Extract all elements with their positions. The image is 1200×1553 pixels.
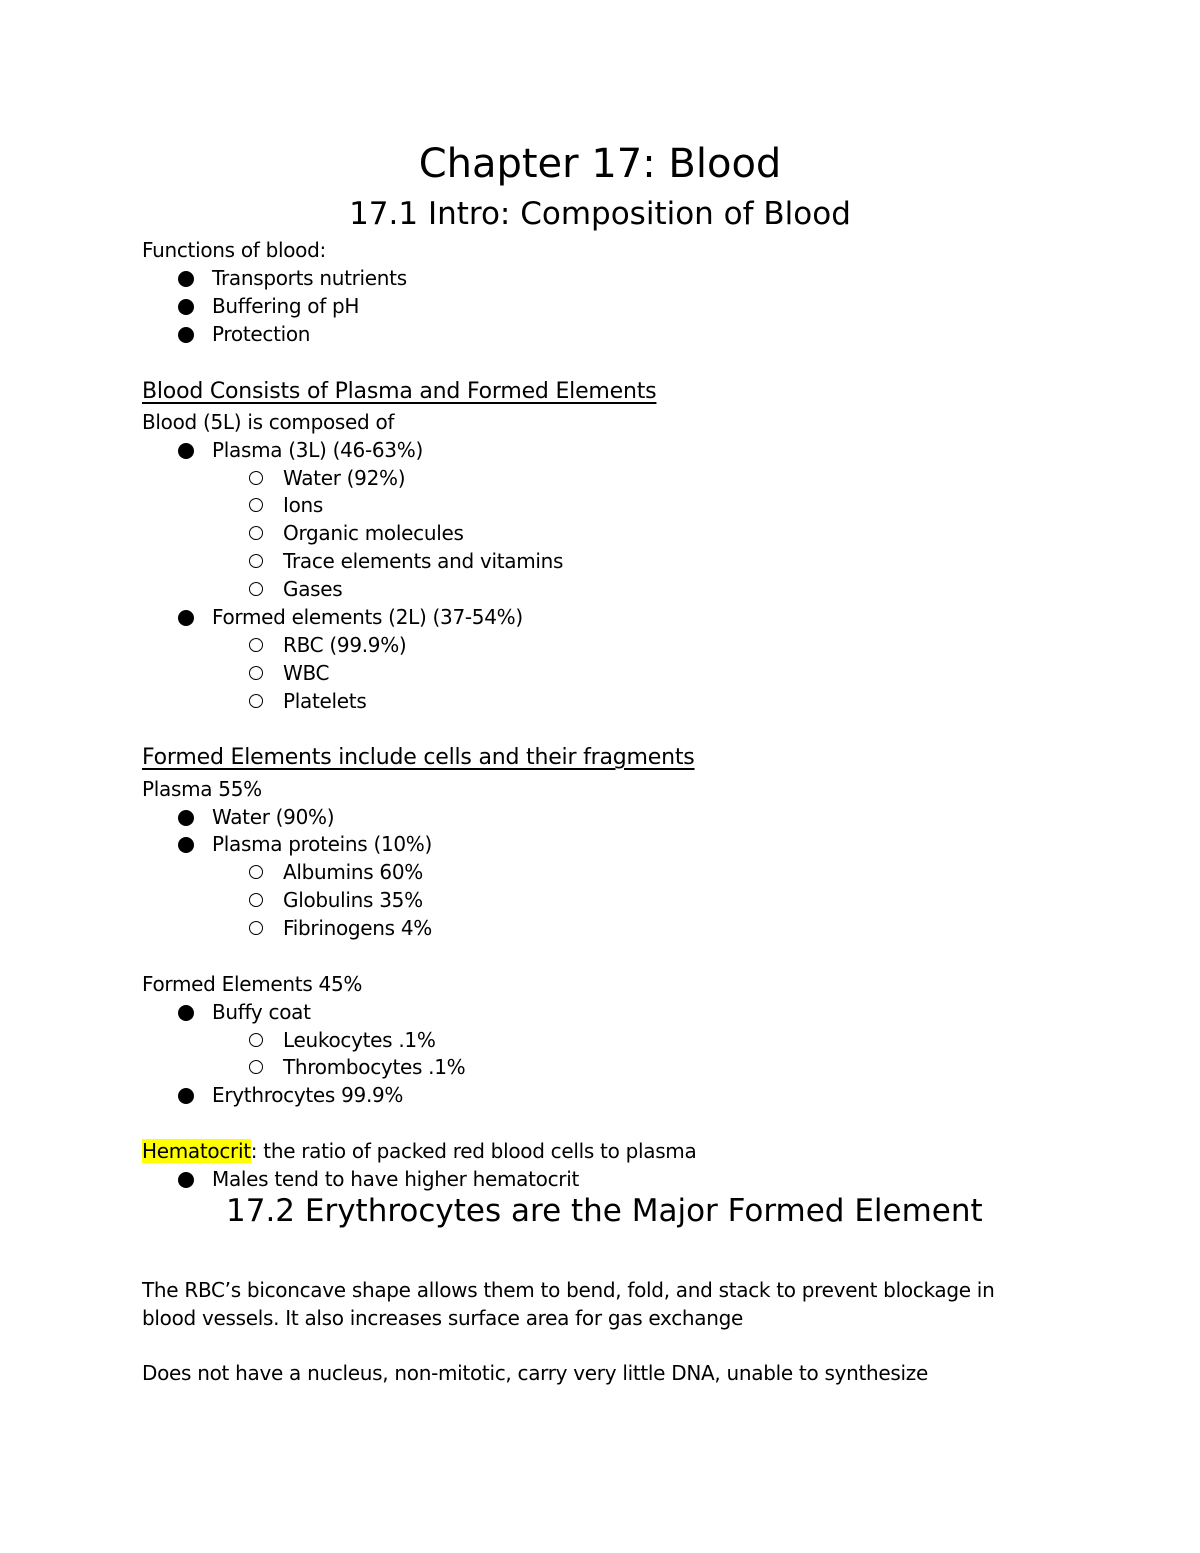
list-item: Albumins 60% — [283, 860, 423, 884]
plasma-label: Plasma 55% — [142, 777, 262, 801]
bullet-icon — [178, 810, 194, 826]
list-item: Transports nutrients — [212, 266, 407, 290]
paragraph-line: Does not have a nucleus, non-mitotic, carry very little DNA, unable to synthesize — [142, 1361, 928, 1385]
list-item: Protection — [212, 322, 311, 346]
hematocrit-term: Hematocrit — [142, 1139, 251, 1163]
circle-bullet-icon — [249, 666, 263, 680]
bullet-icon — [178, 443, 194, 459]
circle-bullet-icon — [249, 638, 263, 652]
list-item: Water (92%) — [283, 466, 406, 490]
circle-bullet-icon — [249, 554, 263, 568]
list-item: WBC — [283, 661, 330, 685]
list-item: Thrombocytes .1% — [283, 1055, 466, 1079]
circle-bullet-icon — [249, 921, 263, 935]
list-item: Erythrocytes 99.9% — [212, 1083, 404, 1107]
list-item: Ions — [283, 493, 324, 517]
circle-bullet-icon — [249, 498, 263, 512]
composition-intro: Blood (5L) is composed of — [142, 410, 395, 434]
formed-elements-label: Formed Elements 45% — [142, 972, 363, 996]
list-item: Buffering of pH — [212, 294, 360, 318]
list-item: Plasma (3L) (46-63%) — [212, 438, 423, 462]
functions-label: Functions of blood: — [142, 238, 326, 262]
paragraph-line: The RBC’s biconcave shape allows them to bend, fold, and stack to prevent blockage in — [142, 1278, 995, 1302]
circle-bullet-icon — [249, 865, 263, 879]
section-heading-fragments: Formed Elements include cells and their fragments — [142, 745, 695, 770]
section-title-17-2: 17.2 Erythrocytes are the Major Formed Element — [226, 1193, 983, 1229]
bullet-icon — [178, 1088, 194, 1104]
circle-bullet-icon — [249, 526, 263, 540]
hematocrit-text: : the ratio of packed red blood cells to plasma — [250, 1139, 697, 1163]
circle-bullet-icon — [249, 471, 263, 485]
circle-bullet-icon — [249, 694, 263, 708]
list-item: Males tend to have higher hematocrit — [212, 1167, 579, 1191]
list-item: Leukocytes .1% — [283, 1028, 436, 1052]
bullet-icon — [178, 837, 194, 853]
list-item: Organic molecules — [283, 521, 464, 545]
page-title: Chapter 17: Blood — [418, 141, 782, 187]
list-item: Fibrinogens 4% — [283, 916, 432, 940]
list-item: Water (90%) — [212, 805, 335, 829]
list-item: Buffy coat — [212, 1000, 311, 1024]
circle-bullet-icon — [249, 1033, 263, 1047]
list-item: Trace elements and vitamins — [283, 549, 564, 573]
paragraph-line: blood vessels. It also increases surface area for gas exchange — [142, 1306, 744, 1330]
bullet-icon — [178, 327, 194, 343]
list-item: Formed elements (2L) (37-54%) — [212, 605, 523, 629]
bullet-icon — [178, 1172, 194, 1188]
circle-bullet-icon — [249, 1060, 263, 1074]
section-heading-composition: Blood Consists of Plasma and Formed Elements — [142, 379, 657, 404]
bullet-icon — [178, 610, 194, 626]
list-item: Plasma proteins (10%) — [212, 832, 433, 856]
list-item: Globulins 35% — [283, 888, 423, 912]
bullet-icon — [178, 299, 194, 315]
list-item: RBC (99.9%) — [283, 633, 407, 657]
section-title-17-1: 17.1 Intro: Composition of Blood — [349, 196, 851, 232]
circle-bullet-icon — [249, 893, 263, 907]
hematocrit-definition — [142, 1137, 696, 1165]
bullet-icon — [178, 1005, 194, 1021]
list-item: Platelets — [283, 689, 367, 713]
list-item: Gases — [283, 577, 343, 601]
bullet-icon — [178, 271, 194, 287]
circle-bullet-icon — [249, 582, 263, 596]
